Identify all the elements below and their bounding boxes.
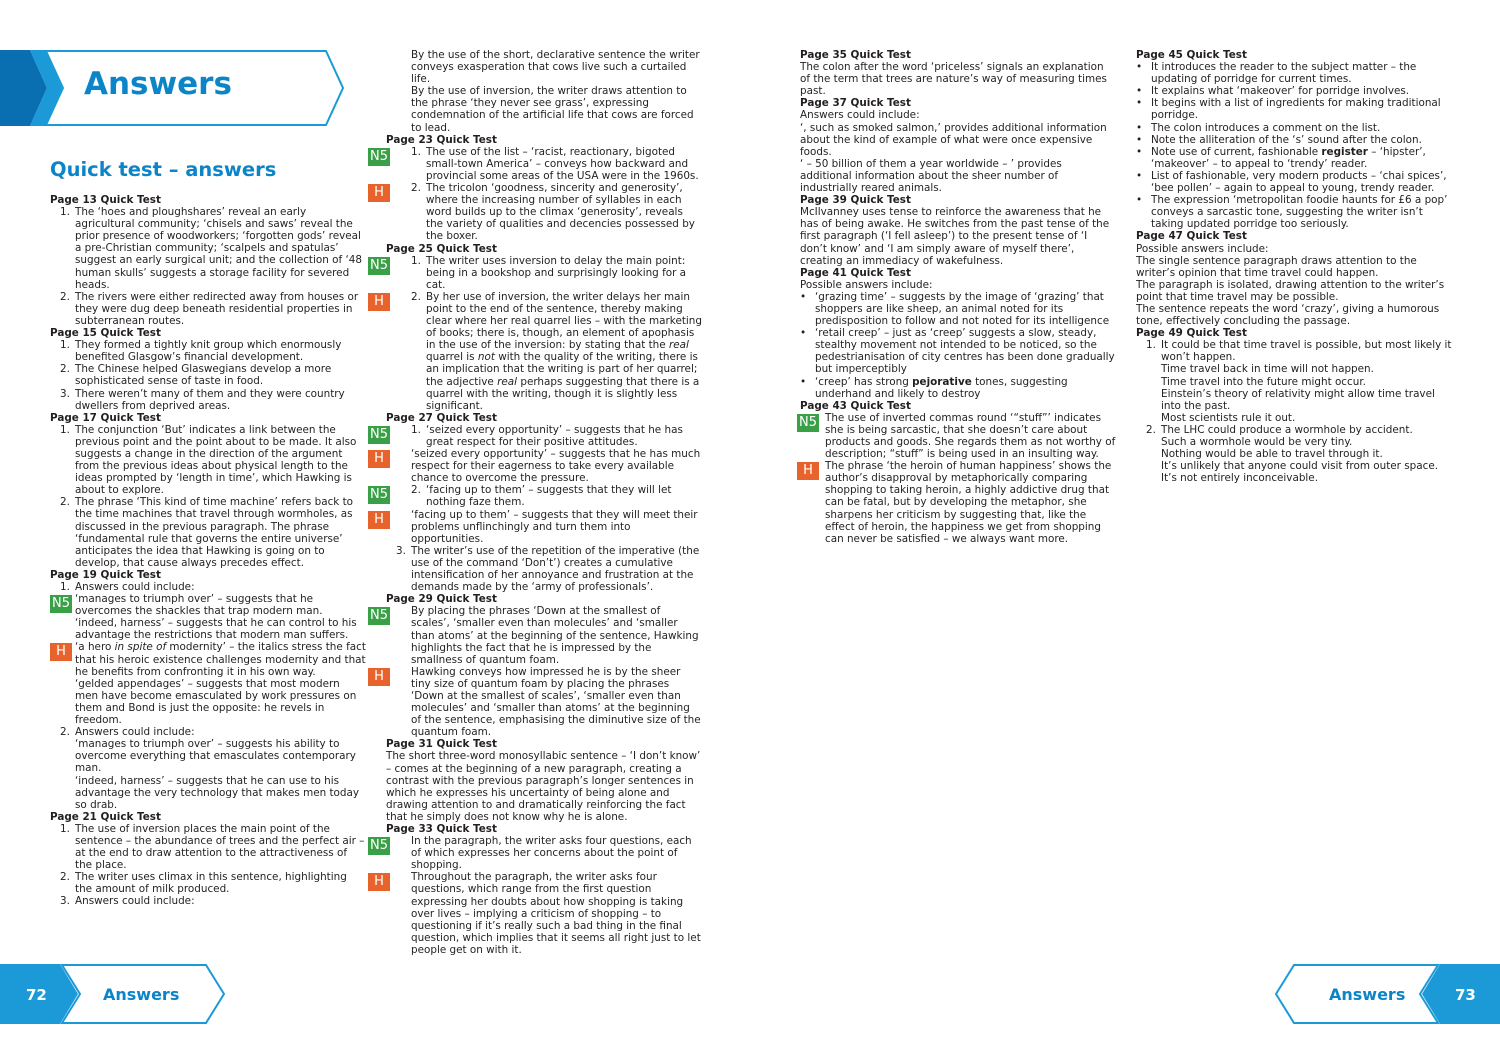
heading-page-13: Page 13 Quick Test [50, 194, 161, 206]
section-title: Quick test – answers [50, 158, 277, 181]
answer-text: The rivers were either redirected away from houses or they were dug deep beneath residential properties in subterranean routes. [75, 290, 359, 327]
answer-text: There weren’t many of them and they were country dwellers from deprived areas. [75, 387, 345, 412]
answer-text: ‘seized every opportunity’ – suggests that he has great respect for their positive attitudes. [426, 423, 683, 448]
footer-label-right: Answers [1329, 985, 1406, 1004]
answer-text: By the use of the short, declarative sentence the writer conveys exasperation that cows live such a curtailed life. [411, 49, 700, 86]
bullet-icon: • [800, 290, 807, 303]
answer-text: ‘creep’ has strong pejorative tones, suggesting underhand and likely to destroy [815, 375, 1068, 400]
h-badge: H [50, 643, 72, 661]
n5-badge: N5 [370, 608, 388, 624]
heading-page-37: Page 37 Quick Test [800, 97, 911, 110]
heading-page-17: Page 17 Quick Test [50, 411, 161, 424]
bullet-icon: • [1136, 133, 1143, 146]
n5-badge: N5 [52, 596, 70, 612]
answer-text: The use of inversion places the main point of the sentence – the abundance of trees and the perfect air – at the end to draw attention to the attractiveness of the place. [75, 822, 365, 872]
heading-page-39: Page 39 Quick Test [800, 194, 911, 207]
answer-text: The use of the list – ‘racist, reactionary, bigoted small-town America’ – conveys how backward and provincial some areas of the USA were in the 1960s. [426, 145, 699, 182]
answer-text: List of fashionable, very modern products – ‘chai spices’, ‘bee pollen’ – again to appeal to young, trendy reader. [1151, 169, 1447, 195]
answer-text: Hawking conveys how impressed he is by the sheer tiny size of quantum foam by placing the phrases ‘Down at the smallest of scales’, ‘smaller even than molecules’ and ‘smaller than atoms’ at the beginning of the sentence, emphasising the diminutive size of the quantum foam. [411, 665, 701, 739]
heading-page-45: Page 45 Quick Test [1136, 49, 1247, 61]
bullet-icon: • [1136, 121, 1143, 134]
h-badge: H [797, 462, 819, 480]
heading-page-33: Page 33 Quick Test [386, 823, 497, 835]
answer-text: It introduces the reader to the subject matter – the updating of porridge for current times. [1151, 61, 1417, 86]
heading-page-25: Page 25 Quick Test [386, 242, 497, 255]
n5-badge: N5 [370, 257, 388, 273]
bullet-icon: • [1136, 169, 1143, 182]
h-badge: H [368, 668, 390, 686]
h-badge: H [368, 450, 390, 468]
footer-label-left: Answers [103, 985, 180, 1004]
answer-text: Throughout the paragraph, the writer asks four questions, which range from the first question expressing her doubts about how shopping is taking over lives – implying a criticism of shopping – to questioning if it’s really such a bad thing in the final question, which implies that it seems all right just to let people get on with it. [411, 871, 701, 956]
column-2: By the use of the short, declarative sentence the writer conveys exasperation that cows live such a curtailed life. By the use of inversion, the writer draws attention to the phrase ‘they never see grass’, expressing condemnation of the artificial life that cows are forced to lead. Page 23 Quick Test N5 1. The use of the list – ‘racist, reactionary, bigoted small-town America’ – conveys how backward and provincial some areas of the USA were in the 1960s. H 2. The tricolon ‘goodness, sincerity and generosity’, where the increasing number of syllables in each word builds up to the climax ‘generosity’, reveals the variety of qualities and decencies possessed by the boxer. Page 25 Quick Test N5 1. The writer uses inversion to delay the main point: being in a bookshop and surprisingly looking for a cat. H 2. By her use of inversion, the writer delays her main point to the end of the sentence, thereby making clear where her real quarrel lies – with the marketing of books; there is, though, an element of apophasis in the use of the inversion: by stating that the real quarrel is not with the quality of the writing, there is an implication that the writing is part of her quarrel; the adjective real perhaps suggesting that there is a quarrel with the writing, though it is slightly less significant. Page 27 Quick Test N5 1. ‘seized every opportunity’ – suggests that he has great respect for their positive attitudes. H ‘seized every opportunity’ – suggests that he has much respect for their eagerness to take every available chance to overcome the pressure. N5 2. ‘facing up to them’ – suggests that they will let nothing faze them. H ‘facing up to them’ – suggests that they will meet their problems unflinchingly and turn them into opportunities. 3. The writer’s use of the repetition of the imperative (the use of the command ‘Don’t’) creates a cumulative intensification of her annoyance and frustration at the demands made by the ‘army of professionals’. Page 29 Quick Test N5 By placing the phrases ‘Down at the smallest of scales’, ‘smaller even than molecules’ and ‘smaller than atoms’ at the beginning of the sentence, Hawking highlights the fact that he is impressed by the smallness of quantum foam. H Hawking conveys how impressed he is by the sheer tiny size of quantum foam by placing the phrases ‘Down at the smallest of scales’, ‘smaller even than molecules’ and ‘smaller than atoms’ at the beginning of the sentence, emphasising the diminutive size of the quantum foam. Page 31 Quick Test The short three-word monosyllabic sentence – ‘I don’t know’ – comes at the beginning of a new paragraph, creating a contrast with the previous paragraph’s longer sentences in which he expresses his uncertainty of being alone and drawing attention to and dramatically reinforcing the fact that he simply does not know why he is alone. Page 33 Quick Test N5 In the paragraph, the writer asks four questions, each of which expresses her concerns about the point of shopping. H Throughout the paragraph, the writer asks four questions, which range from the first question expressing her doubts about how shopping is taking over lives – implying a criticism of shopping – to questioning if it’s really such a bad thing in the final question, which implies that it seems all right just to let people get on with it. [370, 49, 702, 956]
answer-text: It begins with a list of ingredients for making traditional porridge. [1151, 97, 1441, 122]
answer-text: Note use of current, fashionable register – ‘hipster’, ‘makeover’ – to appeal to ‘trendy’ reader. [1151, 145, 1426, 170]
answer-text: The LHC could produce a wormhole by accident. [1161, 423, 1413, 436]
heading-page-19: Page 19 Quick Test [50, 568, 161, 581]
answer-text: The paragraph is isolated, drawing attention to the writer’s point that time travel may be possible. [1136, 278, 1445, 303]
answer-text: ‘facing up to them’ – suggests that they will let nothing faze them. [426, 484, 672, 509]
h-badge: H [368, 184, 390, 202]
answer-text: The Chinese helped Glaswegians develop a more sophisticated sense of taste in food. [75, 363, 332, 388]
column-4: Page 45 Quick Test • It introduces the reader to the subject matter – the updating of porridge for current times. • It explains what ‘makeover’ for porridge involves. • It begins with a list of ingredients for making traditional porridge. • The colon introduces a comment on the list. • Note the alliteration of the ‘s’ sound after the colon. • Note use of current, fashionable register – ‘hipster’, ‘makeover’ – to appeal to ‘trendy’ reader. • List of fashionable, very modern products – ‘chai spices’, ‘bee pollen’ – again to appeal to young, trendy reader. • The expression ‘metropolitan foodie haunts for £6 a pop’ conveys a sarcastic tone, suggesting the writer isn’t taking updated porridge too seriously. Page 47 Quick Test Possible answers include: The single sentence paragraph draws attention to the writer’s opinion that time travel could happen. The paragraph is isolated, drawing attention to the writer’s point that time travel may be possible. The sentence repeats the word ‘crazy’, giving a humorous tone, effectively concluding the passage. Page 49 Quick Test 1. It could be that time travel is possible, but most likely it won’t happen. Time travel back in time will not happen. Time travel into the future might occur. Einstein’s theory of relativity might allow time travel into the past. Most scientists rule it out. 2. The LHC could produce a wormhole by accident. Such a wormhole would be very tiny. Nothing would be able to travel through it. It’s unlikely that anyone could visit from outer space. It’s not entirely inconceivable. [1136, 49, 1454, 484]
answer-text: It’s unlikely that anyone could visit from outer space. [1161, 460, 1439, 473]
answer-text: By the use of inversion, the writer draws attention to the phrase ‘they never see grass’, expressing condemnation of the artificial life that cows are forced to lead. [411, 85, 694, 134]
bullet-icon: • [800, 327, 807, 340]
answer-text: ‘indeed, harness’ – suggests that he can control to his advantage the restrictions that modern man suffers. [75, 617, 357, 642]
answer-text: Possible answers include: [1136, 242, 1269, 255]
n5-badge: N5 [370, 487, 388, 503]
heading-page-27: Page 27 Quick Test [386, 411, 497, 424]
answer-text: Answers could include: [75, 726, 195, 739]
answer-text: Time travel back in time will not happen. [1161, 363, 1374, 376]
answer-text: The single sentence paragraph draws attention to the writer’s opinion that time travel could happen. [1136, 254, 1417, 279]
heading-page-31: Page 31 Quick Test [386, 738, 497, 751]
answer-text: Such a wormhole would be very tiny. [1161, 436, 1353, 448]
answer-text: Nothing would be able to travel through it. [1161, 448, 1383, 461]
bullet-icon: • [1136, 194, 1143, 207]
answer-text: By placing the phrases ‘Down at the smallest of scales’, ‘smaller even than molecules’ and ‘smaller than atoms’ at the beginning of the sentence, Hawking highlights the fact that he is impressed by the smallness of quantum foam. [411, 605, 699, 666]
answer-text: The use of inverted commas round ‘“stuff”’ indicates she is being sarcastic, that she doesn’t care about products and goods. She regards them as not worthy of description; “stuff” is being used in an insulting way. [825, 411, 1116, 461]
heading-page-23: Page 23 Quick Test [386, 133, 497, 146]
bullet-icon: • [1136, 61, 1143, 74]
answer-text: The conjunction ‘But’ indicates a link between the previous point and the point about to be made. It also suggests a change in the direction of the argument from the previous ideas about physical length to the ideas prompted by ‘length in time’, which Hawking is about to explore. [75, 423, 357, 497]
heading-page-29: Page 29 Quick Test [386, 593, 497, 606]
answer-text: ‘gelded appendages’ – suggests that most modern men have become emasculated by work pressures on them and Bond is just the opposite: he revels in freedom. [75, 677, 357, 727]
n5-badge: N5 [370, 426, 388, 442]
answer-text: The phrase ‘the heroin of human happiness’ shows the author’s disapproval by metaphorically comparing shopping to taking heroin, a highly addictive drug that can be fatal, but by developing the metaphor, she sharpens her criticism by suggesting that, like the effect of heroin, the happiness we get from shopping can never be satisfied – we always want more. [825, 460, 1112, 545]
answer-text: It could be that time travel is possible, but most likely it won’t happen. [1161, 339, 1452, 364]
answer-text: The writer uses climax in this sentence, highlighting the amount of milk produced. [75, 871, 347, 896]
bullet-icon: • [1136, 85, 1143, 98]
heading-page-49: Page 49 Quick Test [1136, 327, 1247, 340]
answer-text: The phrase ‘This kind of time machine’ refers back to the time machines that travel through wormholes, as discussed in the previous paragraph. The phrase ‘fundamental rule that governs the entire universe’ anticipates the idea that Hawking is going on to develop, that cause always precedes effect. [75, 496, 354, 569]
answer-text: The colon introduces a comment on the list. [1151, 121, 1381, 134]
heading-page-35: Page 35 Quick Test [800, 49, 911, 61]
answer-text: The ‘hoes and ploughshares’ reveal an early agricultural community; ‘chisels and saws’ reveal the prior presence of woodworkers; ‘forgotten gods’ reveal a pre-Christian community; ‘scalpels and spatulas’ suggest an early surgical unit; and the collection of ‘48 human skulls’ suggests a storage facility for severed heads. [75, 206, 362, 291]
answer-text: ‘a hero in spite of modernity’ – the italics stress the fact that his heroic existence challenges modernity and that he benefits from confronting it in his own way. [75, 641, 366, 678]
answer-text: The tricolon ‘goodness, sincerity and generosity’, where the increasing number of syllables in each word builds up to the climax ‘generosity’, reveals the variety of qualities and decencies possessed by the boxer. [426, 182, 695, 243]
answer-text: ‘grazing time’ – suggests by the image of ‘grazing’ that shoppers are like sheep, an animal noted for its predisposition to follow and not noted for its intelligence [815, 290, 1110, 328]
answer-text: The writer uses inversion to delay the main point: being in a bookshop and surprisingly looking for a cat. [426, 254, 687, 291]
answer-text: By her use of inversion, the writer delays her main point to the end of the sentence, thereby making clear where her real quarrel lies – with the marketing of books; there is, though, an element of apophasis in the use of the inversion: by stating that the real quarrel is not with the quality of the writing, there is an implication that the writing is part of her quarrel; the adjective real perhaps suggesting that there is a quarrel with the writing, though it is slightly less significant. [426, 290, 702, 412]
column-3 [800, 49, 1116, 545]
n5-badge: N5 [799, 414, 817, 430]
answer-text: Possible answers include: [800, 278, 933, 291]
heading-page-43: Page 43 Quick Test [800, 399, 911, 412]
page-number-right: 73 [1455, 986, 1476, 1004]
answer-text: ‘seized every opportunity’ – suggests that he has much respect for their eagerness to take every available chance to overcome the pressure. [411, 448, 701, 485]
answer-text: Time travel into the future might occur. [1161, 375, 1366, 388]
answer-text: Note the alliteration of the ‘s’ sound after the colon. [1151, 133, 1422, 146]
answer-text: Answers could include: [75, 581, 195, 593]
answer-text: McIlvanney uses tense to reinforce the awareness that he has of being awake. He switches from the past tense of the first paragraph (‘I fell asleep’) to the present tense of ‘I don’t know’ and ‘I am simply aware of myself there’, creating an immediacy of wakefulness. [800, 206, 1110, 267]
bullet-icon: • [1136, 97, 1143, 110]
answer-text: In the paragraph, the writer asks four questions, each of which expresses her concerns about the point of shopping. [411, 835, 692, 872]
answer-text: ‘, such as smoked salmon,’ provides additional information about the kind of example of what were once expensive foods. [800, 121, 1107, 158]
answer-text: ‘ – 50 billion of them a year worldwide – ’ provides additional information about the sheer number of industrially reared animals. [800, 157, 1062, 195]
n5-badge: N5 [370, 148, 388, 164]
answer-text: ‘facing up to them’ – suggests that they will meet their problems unflinchingly and turn them into opportunities. [411, 508, 698, 545]
bullet-icon: • [800, 375, 807, 388]
answer-text: They formed a tightly knit group which enormously benefited Glasgow’s financial development. [75, 339, 342, 364]
answer-text: It’s not entirely inconceivable. [1161, 472, 1319, 485]
answer-text: Most scientists rule it out. [1161, 411, 1296, 424]
heading-page-21: Page 21 Quick Test [50, 810, 161, 823]
answer-text: ‘retail creep’ – just as ‘creep’ suggests a slow, steady, stealthy movement not intended to be noticed, so the pedestrianisation of city centres has been done gradually but imperceptibly [815, 327, 1115, 376]
heading-page-15: Page 15 Quick Test [50, 327, 161, 340]
answer-text: ‘manages to triumph over’ – suggests his ability to overcome everything that emasculates contemporary man. [75, 738, 356, 775]
heading-page-47: Page 47 Quick Test [1136, 230, 1247, 243]
answer-text: Answers could include: [75, 895, 195, 908]
heading-page-41: Page 41 Quick Test [800, 266, 911, 279]
h-badge: H [368, 873, 390, 891]
answer-text: ‘indeed, harness’ – suggests that he can use to his advantage the very technology that makes men today so drab. [75, 774, 360, 811]
n5-badge: N5 [370, 838, 388, 854]
bullet-icon: • [1136, 145, 1143, 158]
page-title: Answers [84, 66, 232, 102]
answer-text: It explains what ‘makeover’ for porridge involves. [1151, 85, 1410, 98]
answer-text: Einstein’s theory of relativity might allow time travel into the past. [1161, 387, 1435, 412]
answer-text: The expression ‘metropolitan foodie haunts for £6 a pop’ conveys a sarcastic tone, suggesting the writer isn’t taking updated porridge too seriously. [1151, 194, 1448, 231]
answer-text: The writer’s use of the repetition of the imperative (the use of the command ‘Don’t’) creates a cumulative intensification of her annoyance and frustration at the demands made by the ‘army of professionals’. [411, 544, 700, 594]
answer-text: The sentence repeats the word ‘crazy’, giving a humorous tone, effectively concluding the passage. [1136, 302, 1440, 328]
answer-text: The colon after the word ‘priceless’ signals an explanation of the term that trees are nature’s way of measuring times past. [800, 61, 1107, 98]
h-badge: H [368, 511, 390, 529]
answer-text: ‘manages to triumph over’ – suggests that he overcomes the shackles that trap modern man. [75, 593, 323, 618]
answer-text: The short three-word monosyllabic sentence – ‘I don’t know’ – comes at the beginning of a new paragraph, creating a contrast with the previous paragraph’s longer sentences in which he expresses his uncertainty of being alone and drawing attention to and dramatically reinforcing the fact that he simply does not know why he is alone. [386, 750, 701, 823]
h-badge: H [368, 293, 390, 311]
answer-text: Answers could include: [800, 109, 920, 122]
page-number-left: 72 [26, 986, 47, 1004]
column-1: Page 13 Quick Test 1. The ‘hoes and ploughshares’ reveal an early agricultural community; ‘chisels and saws’ reveal the prior presence of woodworkers; ‘forgotten gods’ reveal a pre-Christian community; ‘scalpels and spatulas’ suggest an early surgical unit; and the collection of ‘48 human skulls’ suggests a storage facility for severed heads. 2. The rivers were either redirected away from houses or they were dug deep beneath residential properties in subterranean routes. Page 15 Quick Test 1. They formed a tightly knit group which enormously benefited Glasgow’s financial development. 2. The Chinese helped Glaswegians develop a more sophisticated sense of taste in food. 3. There weren’t many of them and they were country dwellers from deprived areas. Page 17 Quick Test 1. The conjunction ‘But’ indicates a link between the previous point and the point about to be made. It also suggests a change in the direction of the argument from the previous ideas about physical length to the ideas prompted by ‘length in time’, which Hawking is about to explore. 2. The phrase ‘This kind of time machine’ refers back to the time machines that travel through wormholes, as discussed in the previous paragraph. The phrase ‘fundamental rule that governs the entire universe’ anticipates the idea that Hawking is going on to develop, that cause always precedes effect. Page 19 Quick Test 1. Answers could include: N5 ‘manages to triumph over’ – suggests that he overcomes the shackles that trap modern man. ‘indeed, harness’ – suggests that he can control to his advantage the restrictions that modern man suffers. H ‘a hero in spite of modernity’ – the italics stress the fact that his heroic existence challenges modernity and that he benefits from confronting it in his own way. ‘gelded appendages’ – suggests that most modern men have become emasculated by work pressures on them and Bond is just the opposite: he revels in freedom. 2. Answers could include: ‘manages to triumph over’ – suggests his ability to overcome everything that emasculates contemporary man. ‘indeed, harness’ – suggests that he can use to his advantage the very technology that makes men today so drab. Page 21 Quick Test 1. The use of inversion places the main point of the sentence – the abundance of trees and the perfect air – at the end to draw attention to the attractiveness of the place. 2. The writer uses climax in this sentence, highlighting the amount of milk produced. 3. Answers could include: [50, 194, 366, 908]
